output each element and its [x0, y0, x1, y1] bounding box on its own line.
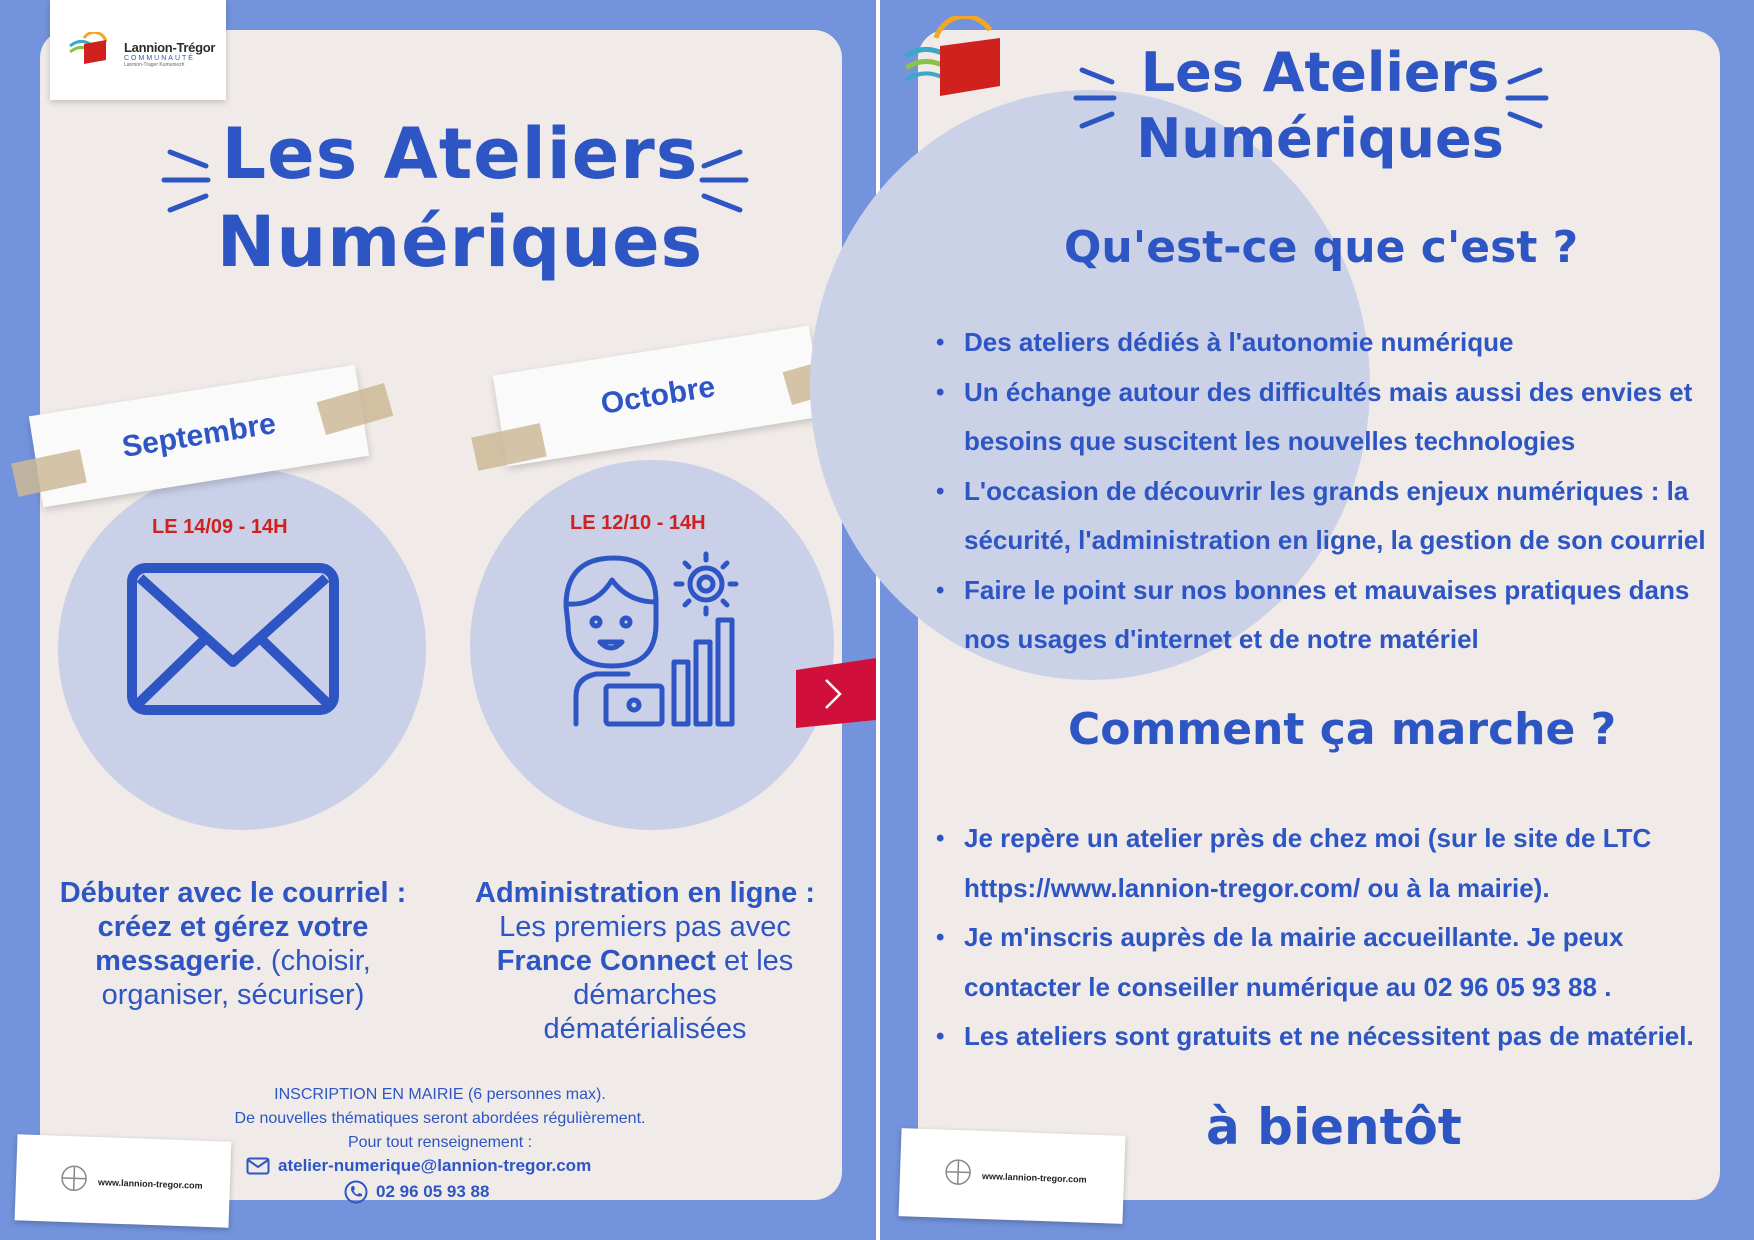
- logo-subtitle: COMMUNAUTÉ: [124, 55, 195, 62]
- oct-desc-bold-1: Administration en ligne :: [475, 877, 815, 909]
- phone-icon: [344, 1180, 368, 1204]
- sept-desc-bold-3: messagerie: [95, 945, 255, 977]
- info-line: Pour tout renseignement :: [347, 1134, 533, 1151]
- registration-info: [190, 1083, 690, 1155]
- mail-icon: [246, 1157, 270, 1175]
- sept-desc-bold-2: créez et gérez votre: [97, 911, 369, 943]
- list-item: • Faire le point sur nos bonnes et mauvaises pratiques dans nos usages d'internet et de notre matériel: [936, 566, 1716, 665]
- oct-desc-rest-2: et les: [715, 945, 794, 977]
- logo-swoosh-icon: [68, 32, 108, 68]
- what-list: [936, 318, 1716, 665]
- envelope-icon: [126, 562, 340, 716]
- october-description: [470, 876, 820, 1046]
- themes-line: De nouvelles thématiques seront abordées régulièrement.: [234, 1110, 646, 1127]
- list-item: • Des ateliers dédiés à l'autonomie numérique: [936, 318, 1716, 368]
- list-item: • Je m'inscris auprès de la mairie accueillante. Je peux contacter le conseiller numérique au 02 96 05 93 88 .: [936, 913, 1716, 1012]
- list-item: • L'occasion de découvrir les grands enjeux numériques : la sécurité, l'administration en ligne, la gestion de son courriel: [936, 467, 1716, 566]
- next-arrow-icon[interactable]: [796, 658, 876, 728]
- title-line-2: Numériques: [1136, 107, 1504, 170]
- oct-desc-rest-1: Les premiers pas avec: [499, 911, 791, 943]
- title-line-1: Les Ateliers: [221, 113, 699, 195]
- how-heading: Comment ça marche ?: [1068, 704, 1617, 755]
- what-heading: Qu'est-ce que c'est ?: [1064, 222, 1579, 273]
- ltc-logo-icon: [900, 16, 1010, 102]
- list-item: • Je repère un atelier près de chez moi (sur le site de LTC https://www.lannion-tregor.com/ ou à la mairie).: [936, 814, 1716, 913]
- title-line-1: Les Ateliers: [1140, 41, 1500, 104]
- october-month: Octobre: [598, 370, 718, 421]
- title-line-2: Numériques: [216, 201, 704, 283]
- website-url[interactable]: www.lannion-tregor.com: [981, 1170, 1087, 1185]
- website-url[interactable]: www.lannion-tregor.com: [97, 1177, 203, 1191]
- globe-icon: [60, 1164, 89, 1193]
- list-item: • Les ateliers sont gratuits et ne nécessitent pas de matériel.: [936, 1012, 1716, 1062]
- page-title-right: [1090, 40, 1550, 172]
- registration-line: INSCRIPTION EN MAIRIE (6 personnes max).: [274, 1086, 606, 1103]
- september-description: [58, 876, 408, 1012]
- september-month: Septembre: [119, 407, 279, 464]
- oct-desc-rest-4: dématérialisées: [543, 1013, 747, 1045]
- list-item: • Un échange autour des difficultés mais aussi des envies et besoins que suscitent les nouvelles technologies: [936, 368, 1716, 467]
- oct-desc-bold-2: France Connect: [496, 945, 716, 977]
- email-contact[interactable]: [246, 1156, 591, 1176]
- september-date: LE 14/09 - 14H: [152, 516, 288, 538]
- ltc-logo: [50, 0, 226, 100]
- sept-desc-rest-1: . (choisir,: [254, 945, 371, 977]
- logo-name: Lannion-Trégor: [124, 40, 216, 55]
- phone-contact[interactable]: [344, 1180, 489, 1204]
- globe-icon: [944, 1158, 973, 1187]
- page-title: [200, 110, 720, 286]
- phone-number[interactable]: 02 96 05 93 88: [376, 1182, 490, 1201]
- person-gear-chart-icon: [556, 546, 740, 728]
- how-list: [936, 814, 1716, 1062]
- email-link[interactable]: atelier-numerique@lannion-tregor.com: [278, 1156, 592, 1175]
- october-date: LE 12/10 - 14H: [570, 512, 706, 534]
- sept-desc-bold-1: Débuter avec le courriel :: [59, 877, 407, 909]
- closing-text: à bientôt: [1206, 1098, 1462, 1156]
- website-card[interactable]: [15, 1134, 232, 1227]
- website-card[interactable]: [899, 1128, 1126, 1224]
- oct-desc-rest-3: démarches: [573, 979, 717, 1011]
- sept-desc-rest-2: organiser, sécuriser): [101, 979, 365, 1011]
- logo-tagline: Lannion-Trager Kumuniezh: [124, 62, 185, 68]
